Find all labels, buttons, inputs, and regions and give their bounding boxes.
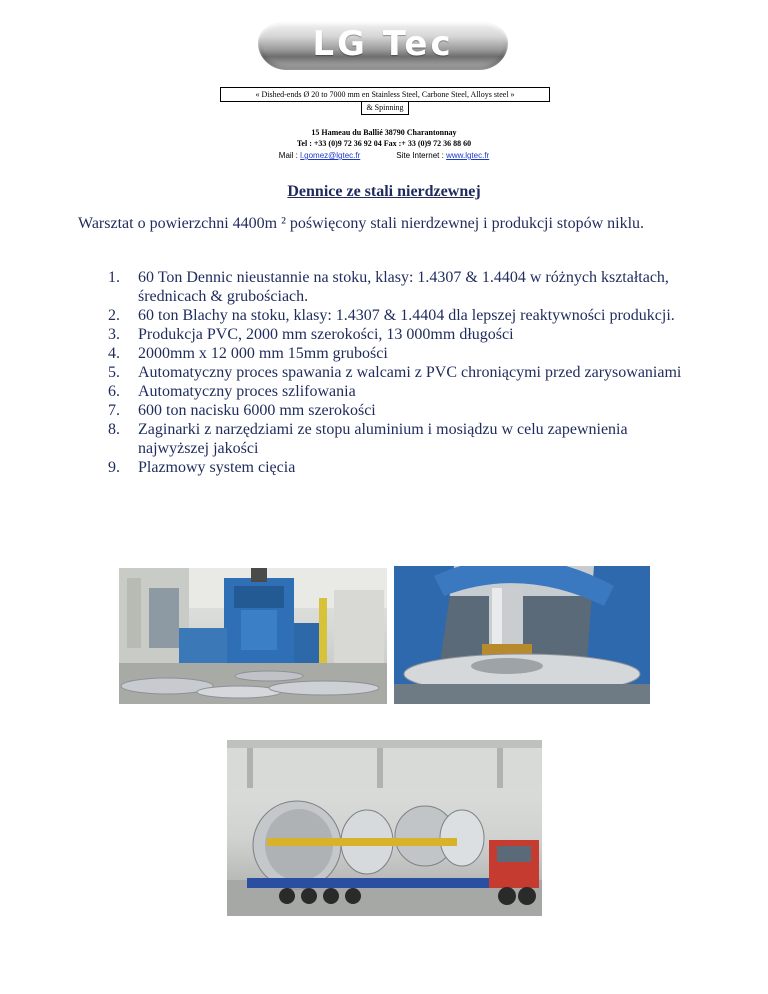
- list-item-number: 7.: [108, 402, 120, 419]
- list-item-text: 2000mm x 12 000 mm 15mm grubości: [138, 345, 388, 362]
- list-item: [108, 458, 688, 477]
- site-link[interactable]: www.lgtec.fr: [446, 151, 490, 160]
- address: 15 Hameau du Ballié 38790 Charantonnay: [311, 128, 457, 137]
- truck-transport-photo: [227, 740, 542, 916]
- list-item-text: Automatyczny proces szlifowania: [138, 383, 356, 400]
- list-item: [108, 420, 688, 458]
- list-item-text: 60 Ton Dennic nieustannie na stoku, klasy: 1.4307 & 1.4404 w różnych kształtach, średnicach & grubościach.: [138, 269, 669, 305]
- tagline-spinning: & Spinning: [361, 101, 409, 115]
- list-item-text: 60 ton Blachy na stoku, klasy: 1.4307 & 1.4404 dla lepszej reaktywności produkcji.: [138, 307, 675, 324]
- list-item-number: 5.: [108, 364, 120, 381]
- list-item-text: Zaginarki z narzędziami ze stopu aluminium i mosiądzu w celu zapewnienia najwyższej jakości: [138, 421, 628, 457]
- list-item: [108, 363, 688, 382]
- list-item: [108, 306, 688, 325]
- list-item-text: 600 ton nacisku 6000 mm szerokości: [138, 402, 376, 419]
- tagline: « Dished-ends Ø 20 to 7000 mm en Stainless Steel, Carbone Steel, Alloys steel »: [220, 87, 550, 102]
- mail-link[interactable]: l.gomez@lgtec.fr: [300, 151, 361, 160]
- list-item-number: 2.: [108, 307, 120, 324]
- list-item-number: 3.: [108, 326, 120, 343]
- logo-text: LG Tec: [312, 24, 454, 64]
- company-logo: [258, 22, 508, 70]
- list-item: [108, 382, 688, 401]
- list-item: [108, 344, 688, 363]
- list-item-number: 1.: [108, 269, 120, 286]
- list-item: [108, 268, 688, 306]
- list-item: [108, 325, 688, 344]
- mail-label: Mail :: [278, 151, 301, 160]
- workshop-press-photo: [119, 568, 387, 704]
- page-title: Dennice ze stali nierdzewnej: [287, 183, 481, 200]
- phone-fax: Tel : +33 (0)9 72 36 92 04 Fax :+ 33 (0)9 72 36 88 60: [296, 139, 472, 148]
- list-item-number: 6.: [108, 383, 120, 400]
- contact-row: [0, 151, 768, 160]
- list-item-text: Produkcja PVC, 2000 mm szerokości, 13 000mm długości: [138, 326, 514, 343]
- press-closeup-photo: [394, 566, 650, 704]
- list-item-text: Automatyczny proces spawania z walcami z PVC chroniącymi przed zarysowaniami: [138, 364, 682, 381]
- list-item-number: 9.: [108, 459, 120, 476]
- intro-paragraph: Warsztat o powierzchni 4400m ² poświęcony stali nierdzewnej i produkcji stopów niklu.: [78, 215, 645, 232]
- list-item-number: 4.: [108, 345, 120, 362]
- site-label: Site Internet :: [396, 151, 447, 160]
- list-item: [108, 401, 688, 420]
- feature-list: [108, 268, 688, 477]
- list-item-text: Plazmowy system cięcia: [138, 459, 296, 476]
- list-item-number: 8.: [108, 421, 120, 438]
